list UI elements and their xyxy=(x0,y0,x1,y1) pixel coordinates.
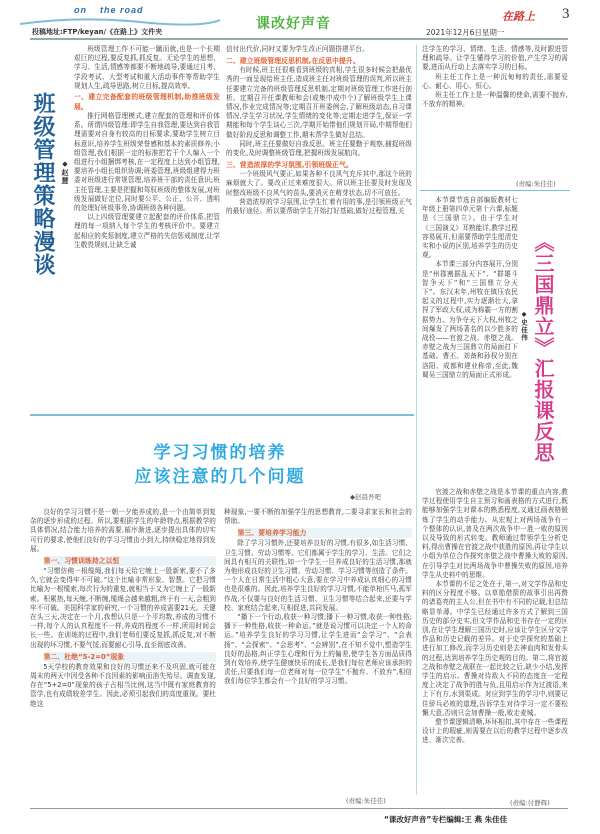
masthead-the-road: the road xyxy=(100,5,144,15)
paragraph: 一个班级风气要正,如果各种不良风气充斥其中,那这个班的麻烦就大了。要改正过来难度很大。所以班主任要及时发现及时整改班级不良风气的苗头,要消灭在萌芽状态,切不可放任。 xyxy=(226,170,412,197)
paragraph: 良好的学习习惯不是一朝一夕能养成的,是一个由简单到复杂的逐步形成的过程。所以,要根据学生的年龄特点,根据教学的具体情况,结合能力培养的需要,循序渐进,逐步提出具体的切实可行的要求,使他们良好的学习习惯由小到大,持续稳定地得到发展。 xyxy=(30,508,216,553)
article2-column-2 xyxy=(422,488,568,806)
page-number: 3 xyxy=(562,6,570,22)
column-title: 课改好声音 xyxy=(256,16,331,32)
article3-author: ◆赵晨吾吧 xyxy=(350,493,381,501)
article2-author: ◆史佳伟 xyxy=(520,310,528,342)
article2-column-1 xyxy=(422,196,518,486)
paragraph: 官渡之战和赤壁之战是本节课的重点内容,教学过程使用学生自主预习和画表格的方式进行,既能够加强学生对课本的熟悉程度,又通过画表格锻炼了学生的动手能力。从宏观上对两场战争有一个整体的认识,普及在两次战争中一胜一败的原因以及导致的形式转变。教师通过带领学生分析史料,得出曹操在官渡之战中获胜的原因,再让学生以小组为单位合作探究赤壁之战中曹操大败的原因,在引导学生对比两场战争中曹操失败的原因,培养学生从史料中的思维。 xyxy=(422,488,568,579)
article3-editor: (责编:朱佳佳) xyxy=(346,797,386,805)
paragraph: 班级管理工作不可能一蹴而就,也是一个长期艰巨的过程,要反复抓,抓反复。无论学生的思想、学习、生活,情感等都要不断地疏导,要通过月考、学段考试、大型考试和重大活动事件等帮助学生规划人生,疏导思路,树立目标,提高效率。 xyxy=(74,45,220,90)
paragraph: 同时,班主任要做好自我反思。班主任要勤于观察,捕捉班级的变化,及时调整班级管理,把握班级发展航向。 xyxy=(226,139,412,158)
article1-column-2 xyxy=(226,45,412,413)
footer-editors: “课改好声音”专栏编辑:王 燕 朱佳佳 xyxy=(384,815,508,824)
footer-divider xyxy=(30,808,568,809)
paragraph: 注学生的学习、情绪、生活、情感等,及时跟进管理和疏导。让学生懂得学习的价值,产生学习的需要,进而从行动上去落实学习的目标。 xyxy=(422,45,568,72)
paragraph: 5天学校的教育效果和良好的习惯还来不及巩固,就可能在周末的两天中因受各种不良因素的影响而消失殆尽。调查发现,存在“5+2=0”现象的孩子占相当比例,这当中既有家庭教育的管学,也有成绩较差学生。因此,必须引起我们的高度重视。要杜绝这 xyxy=(30,662,216,708)
article1-editor: (责编:朱佳佳) xyxy=(516,180,556,188)
paper-name: 在路上 xyxy=(502,10,535,23)
article1-author: ◆赵慧 xyxy=(61,160,69,185)
section-heading: 第一、习惯训练持之以恒 xyxy=(44,556,216,566)
submission-address: 投稿地址:FTP/keyan/《在路上》文件夹 xyxy=(32,28,163,36)
issue-date: 2021年12月6日星期一 xyxy=(426,28,505,37)
article2-editor: (责编:付静辉) xyxy=(510,799,550,807)
article1-column-3 xyxy=(422,45,568,185)
article3-title-line-2: 应该注意的几个问题 xyxy=(134,467,306,487)
article-divider xyxy=(30,414,414,416)
section-heading: 二、建立班级管理反思机制,在反思中提升。 xyxy=(226,57,360,66)
article3-column-1 xyxy=(30,508,216,804)
section-heading: 第二、杜绝“5-2=0”现象 xyxy=(44,652,216,662)
section-heading: 一、建立完备配套的班级管理机制,助推班级发展。 xyxy=(74,93,220,112)
paragraph: 推行网格管理模式,建立配套的管理和评价体系。所谓四级管理:即学生自我管理,要达到自我管理需要对自身有较高的目标要求,要助学生树立目标意识,培养学生班级荣誉感和基本的素质修养;小组管理,我们根据一定的标准把若干个人编入一个组进行小组捆绑考核,在一定程度上达到小组管理,要培养小组长组织协调;班委管理,班级组建得力班委对班级进行常规管理,培养班干部的责任意识;班主任管理,主要是把握和驾驭班级的整体发展,对班级发展做好定位,同时要公平、公正、公开、透明的处理好班级事务,协调班级各种问题。 xyxy=(74,112,220,213)
paragraph: “习惯仿佛一根缆绳,我们每天给它缠上一股新索,要不了多久,它就会变得牢不可破。”这个比喻非常形象、智慧。它把习惯比喻为一根缆索,每次行为的重复,就相当于又为它缠上了一股新索。积累热,每天缠,不断缠,缆绳会越来越粗,终于有一天,会粗到牢不可破。美国科学家的研究,一个习惯的养成需要21天。关键在头三天,决定在一个月,我想认只是一个平均数,养成的习惯不一样,每个人的认真程度不一样,养成的程度不一样,所用时间会长一些。在训练的过程中,我们老师们要反复抓,抓反复,对不断出现的坏习惯,不要气馁,而要耐心引导,直至彻底改善。 xyxy=(30,567,216,649)
paragraph: “播下一个行动,收获一种习惯;播下一种习惯,收获一种性格;播下一种性格,收获一种命运。”就是说习惯可以决定一个人的命运。”培养学生良好的学习习惯,让学生进而“会学习”、“会表扬”、“会探索”、“会思考”、“会辨别”,在不知不觉中,塑造学生良好的品格,纠正学生心理和行为上的偏差,使学生各方面品质得到有效培养,使学生健康快乐的成长,是我们每位老师应该承担的责任,只要我们每一位老师对每一位学生“不抛弃、不放弃”,相信我们每位学生都会有一个良好的学习习惯。 xyxy=(224,613,412,686)
paragraph: 本节课的不足之处在于,第一,对文学作品和史料的区分程度不够。以草船借箭的故事引出再赘的诸葛亮的主人公,但在书中有不同的记载,但总结略显单薄。中学生已经通过许多方式了解到三国历史的部分史实,但文学作品和史书存在一定的区别,在让学生理解三国历史时,应该让学生区分文学作品和历史记载的差异。对于史学探究的基础上进行加工修改,而学习历史则是去神血肉和发骨头的过程,达到培养学生历史观的目的。第二,将官渡之战和赤壁之战联在一起比较之后,缺少小结,发挥学生的启示。曹操对待敌人不同的态度在一定程度上决定了战争的胜与负,且用启示作为过渡语,来上下有方,水到渠成。对应到学生的学习中,则要记住骄兵必败的道理,告诉学生对待学习一定不要松懈大意,否则只会加曹操一般,败走麦城。 xyxy=(422,580,568,717)
article1-column-1 xyxy=(74,45,220,413)
paragraph: 信付出代价,同时又要为学生改正问题搭建平台。 xyxy=(226,45,369,53)
paragraph: 本节课三部分内容展开,分别是“州郡割据乱天下”、“群雄斗智争天下”和“三国鼎立分天下”。东汉末年,州牧在镇压农民起义的过程中,实力逐渐壮大,拿捏了军政大权,成为称霸一方的割据势力。为争夺天下大权,州牧之间爆发了两场著名的以少胜多的战役——官渡之战、赤壁之战。赤壁之战为三国鼎立的局面打下基础。曹丕、刘备和孙权分别在洛阳、成都和建业称帝,至此,魏蜀吴三国鼎立的局面正式形成。 xyxy=(422,260,518,379)
article-divider xyxy=(420,190,570,191)
masthead-swoosh xyxy=(20,14,220,28)
paragraph: 种现象,一要不断的加强学生的思想教育,二要寻求家长和社会的帮助。 xyxy=(224,508,412,526)
paragraph: 除了学习习惯外,还要培养良好的习惯,有很多,如生活习惯、卫生习惯、劳动习惯等。它们都属于学生的学习、生活。它们之间具有相互的关联性,如一个学生一旦养成良好的生活习惯,那就为他形成良好的卫生习惯、劳动习惯、学习习惯等创造了条件。一个人在日常生活中粗心大意,要在学习中养成认真细心的习惯也是很难的。因此,培养学生良好的学习习惯,不能单枪匹马,孤军作战,不仅要与良好的生活习惯、卫生习惯等结合起来,还要与学校、家庭结合起来,互相促进,共同发展。 xyxy=(224,539,412,612)
paragraph: 有时候,班主任很难看到班级的真相,学生很多时候会把最优秀的一面呈现给班主任,造成班主任对班级管理的误判,所以班主任要建立完备的班级管理反思机制,定期对班级管理工作进行剖析。定期召开任课教师和会(或集中成中个)了解班级学生上课情况,作业完成情况等;定期召开班委例会,了解班级动态,自习课情况,学生学习状况,学生情绪的变化等;定期走进学生,保证一学期能和每个学生谈心三次,学期开始带他们规划开局,中期帮他们做好阶段反思和调整工作,期末帮学生做好总结。 xyxy=(226,66,412,139)
section-heading: 三、营造浓厚的学习氛围,引领班级正气。 xyxy=(226,161,353,170)
section-heading: 第三、要培养学习能力 xyxy=(238,528,412,538)
article2-title: 《三国鼎立》汇报课反思 xyxy=(531,232,555,463)
article3-column-2 xyxy=(224,508,412,794)
paragraph: 班主任工作上是一种沉甸甸的责任,需要爱心、耐心、用心、恒心。 xyxy=(422,72,568,90)
paragraph: 营造浓厚的学习氛围,让学生忙着有用的事,是引领班级正气的最好途径。所以要帮助学生开始打好基础,做好过程管理,关 xyxy=(226,197,412,216)
header-bar xyxy=(0,0,600,40)
header-divider xyxy=(30,38,568,40)
paragraph: 班主任工作上是一种温馨的使命,需要不抛弃,不放弃的精神。 xyxy=(422,91,568,109)
paragraph: 以上四级管理要建立起配套的评价体系,把管理的每一项纳入每个学生的考核评价中。要建立起相应的奖惩制度,建立严格的失信惩戒制度,让学生敬畏规则,让缺乏诚 xyxy=(74,213,220,249)
article1-title: 班级管理策略漫谈 xyxy=(30,92,55,276)
paragraph: 本节课节选自部编版教材七年级上册第四单元第十六课,标题是《三国鼎立》。由于学生对《三国演义》耳熟能详,教学过程容易展开,但需要帮助学生厘清史实和小说的区别,培养学生的历史观。 xyxy=(422,196,518,260)
paragraph: 整节课逻辑清晰,环环相扣,其中存在一些课程设计上的瑕疵,则需要在以后的教学过程中逐步改进、渐次完善。 xyxy=(422,718,568,745)
column-divider xyxy=(416,45,417,795)
masthead-on: on xyxy=(74,5,87,15)
article3-title-line-1: 学习习惯的培养 xyxy=(153,443,287,463)
